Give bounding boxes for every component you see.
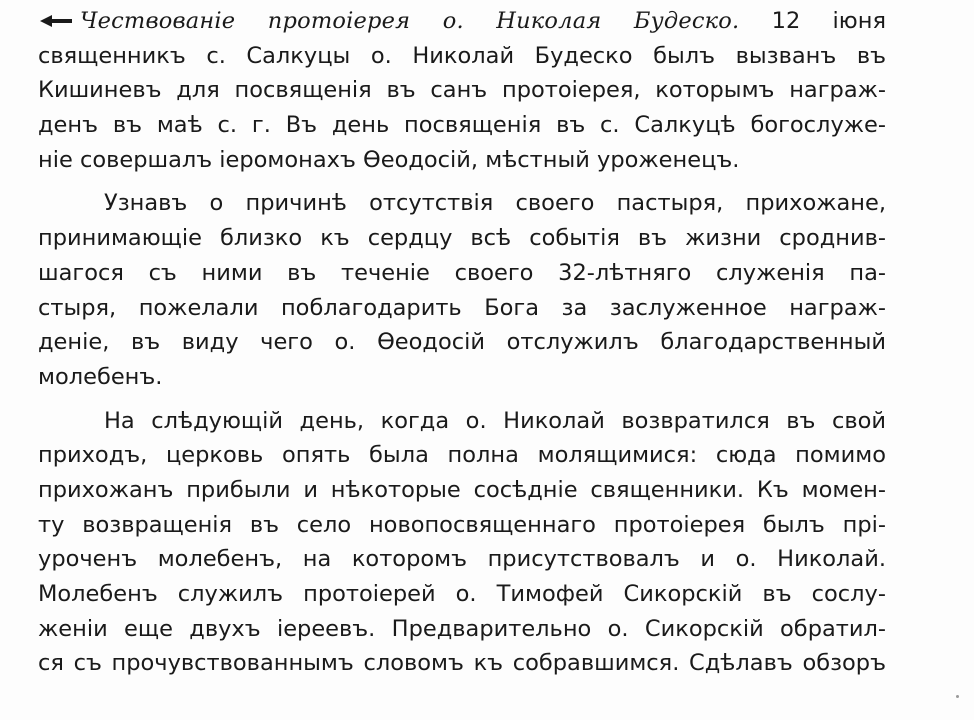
text-line-5: ніе совершалъ іеромонахъ Ѳеодосій, мѣстный уроженецъ. — [38, 146, 740, 173]
text-line-19: ся съ прочувствованнымъ словомъ къ собравшимся. Сдѣлавъ обзоръ — [38, 650, 886, 677]
text-line-17: Молебенъ служилъ протоіерей о. Тимофей Сикорскій въ сослу- — [38, 581, 886, 607]
text-line-14: прихожанъ прибыли и нѣкоторые сосѣдніе священники. Къ момен- — [38, 476, 886, 503]
text-line-6: Узнавъ о причинѣ отсутствія своего пастыря, прихожане, — [104, 190, 886, 217]
text-line-2: священникъ с. Салкуцы о. Николай Будеско былъ вызванъ въ — [38, 42, 886, 69]
article-heading: Чествованіе протоіерея о. Николая Будеско. — [80, 8, 740, 34]
article-text — [38, 4, 886, 681]
text-line-11: молебенъ. — [38, 363, 163, 390]
text-line-7: принимающіе близко къ сердцу всѣ событія въ жизни сроднив- — [38, 225, 886, 252]
text-line-12: На слѣдующій день, когда о. Николай возвратился въ свой — [104, 407, 886, 434]
text-line-15: ту возвращенія въ село новопосвященнаго протоіерея былъ прі- — [38, 511, 886, 538]
paragraph-gap — [38, 395, 886, 404]
text-line-18: женіи еще двухъ іереевъ. Предварительно о. Сикорскій обратил- — [38, 615, 886, 642]
heading-date: 12 іюня — [739, 8, 886, 34]
text-line-8: шагося съ ними въ теченіе своего 32-лѣтняго служенія па- — [38, 259, 886, 286]
text-line-16: уроченъ молебенъ, на которомъ присутствовалъ и о. Николай. — [38, 546, 886, 573]
scan-speck — [956, 695, 959, 698]
text-line-3: Кишиневъ для посвященія въ санъ протоіерея, которымъ награж- — [38, 77, 886, 104]
text-line-9: стыря, пожелали поблагодарить Бога за заслуженное награж- — [38, 294, 886, 321]
text-line-1 — [38, 4, 886, 39]
text-line-4: денъ въ маѣ с. г. Въ день посвященія въ с. Салкуцѣ богослуже- — [38, 112, 886, 139]
paragraph-gap — [38, 177, 886, 186]
text-line-10: деніе, въ виду чего о. Ѳеодосій отслужилъ благодарственный — [38, 329, 886, 356]
text-line-13: приходъ, церковь опять была полна молящимися: сюда помимо — [38, 442, 886, 469]
